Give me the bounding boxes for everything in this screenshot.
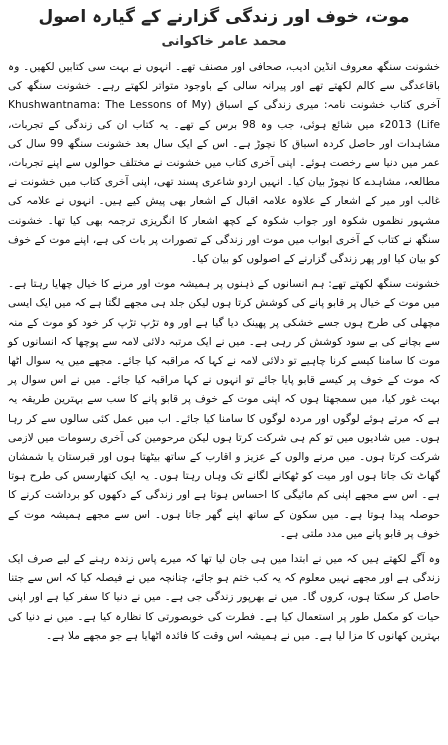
article-body — [8, 58, 440, 652]
author-name: محمد عامر خاکوانی — [161, 34, 287, 49]
paragraph-life: وہ آگے لکھتے ہیں کہ میں نے ابتدا میں ہی جان لیا تھا کہ میرے پاس زندہ رہنے کے لیے صرف ایک زندگی ہے اور مجھے نہیں معلوم کہ یہ کب ختم ہو جائے، چنانچہ میں نے فیصلہ کیا کہ اس سے جتنا حاصل کر سکتا ہوں، کروں گا۔ میں نے بھرپور زندگی جی ہے۔ میں نے دنیا کا سفر کیا ہے اور اپنی حیات کو مکمل طور پر استعمال کیا ہے۔ فطرت کی خوبصورتی کا نظارہ کیا ہے۔ میں نے دنیا کی بہترین کھانوں کا مزا لیا ہے۔ میں نے ہمیشہ اس وقت کا فائدہ اٹھایا ہے جو مجھے ملا ہے۔ — [8, 553, 440, 642]
paragraph-intro: خشونت سنگھ معروف انڈین ادیب، صحافی اور مصنف تھے۔ انہوں نے بہت سی کتابیں لکھیں۔ وہ باقاعدگی سے کالم لکھتے تھے اور پیرانہ سالی کے باوجود متواتر لکھتے رہے۔ خشونت سنگھ کی آخری کتاب خشونت نامہ: میری زندگی کے اسباق (Khushwantnama: The Lessons of My Life) 2013ء میں شائع ہوئی، جب وہ 98 برس کے تھے۔ یہ کتاب ان کی زندگی کے تجربات، مشاہدات اور حاصل کردہ اسباق کا نچوڑ ہے۔ اس کے ایک سال بعد خشونت سنگھ 99 سال کی عمر میں دنیا سے رخصت ہوئے۔ اپنی آخری کتاب میں خشونت نے مختلف حوالوں سے اپنے تجربات، مطالعہ، مشاہدے کا نچوڑ بیان کیا۔ انہیں اردو شاعری پسند تھی، اپنی آخری کتاب میں خشونت نے غالب اور میر کے اشعار کے علاوہ علامہ اقبال کے اشعار بھی پیش کیے ہیں۔ انہوں نے علامہ کی مشہور نظموں شکوہ اور جواب شکوہ کے کچھ اشعار کا انگریزی ترجمہ بھی کیا تھا۔ خشونت سنگھ نے کتاب کے آخری ابواب میں موت اور زندگی کے تصورات پر بات کی ہے، اپنے موت کے خوف کو بیان کیا اور پھر زندگی گزارنے کے اصولوں کو بیان کیا۔ — [8, 61, 440, 266]
paragraph-death-fear: خشونت سنگھ لکھتے تھے: ہم انسانوں کے ذہنوں پر ہمیشہ موت اور مرنے کا خیال چھایا رہتا ہے۔ میں موت کے خیال پر قابو پانے کی کوشش کرتا ہوں لیکن جلد ہی مجھے لگتا ہے کہ میں ایک ایسی مچھلی کی طرح ہوں جسے خشکی پر پھینک دیا گیا ہے اور وہ تڑپ تڑپ کر خود کو موت کے منہ سے بچانے کی بے سود کوشش کر رہی ہے۔ میں نے ایک مرتبہ دلائی لامہ سے پوچھا کہ انسانوں کو موت کا سامنا کیسے کرنا چاہیے تو دلائی لامہ نے کہا کہ مراقبہ کیا جائے۔ مجھے میں یہ سوال اٹھا کہ موت کے خوف پر کیسے قابو پایا جائے تو انہوں نے کہا مراقبہ کیا جائے۔ میں نے اس سوال پر بہت غور کیا، میں سمجھتا ہوں کہ اپنی موت کے خوف پر قابو پانے کا سب سے بہترین طریقہ یہ ہے کہ مرتے ہوئے لوگوں اور مردہ لوگوں کا سامنا کیا جائے۔ اب میں عمل کئی سالوں سے کر رہا ہوں۔ میں شادیوں میں تو کم ہی شرکت کرتا ہوں لیکن مرحومین کی آخری رسومات میں لازمی شرکت کرتا ہوں۔ میں مرنے والوں کے عزیز و اقارب کے ساتھ بیٹھتا ہوں اور قبرستان یا شمشان گھاٹ تک جاتا ہوں اور میت کو ٹھکانے لگانے تک وہاں رہتا ہوں۔ یہ ایک کتھارسس کی طرح ہوتا ہے۔ اس سے مجھے اپنی کم مائیگی کا احساس ہوتا ہے اور زندگی کے دکھوں کو برداشت کرنے کا حوصلہ پیدا ہوتا ہے۔ میں سکون کے ساتھ اپنے گھر جاتا ہوں۔ اس سے مجھے ہمیشہ موت کے خوف پر قابو پانے میں مدد ملتی ہے۔ — [8, 278, 440, 540]
article-title: موت، خوف اور زندگی گزارنے کے گیارہ اصول — [38, 7, 410, 27]
